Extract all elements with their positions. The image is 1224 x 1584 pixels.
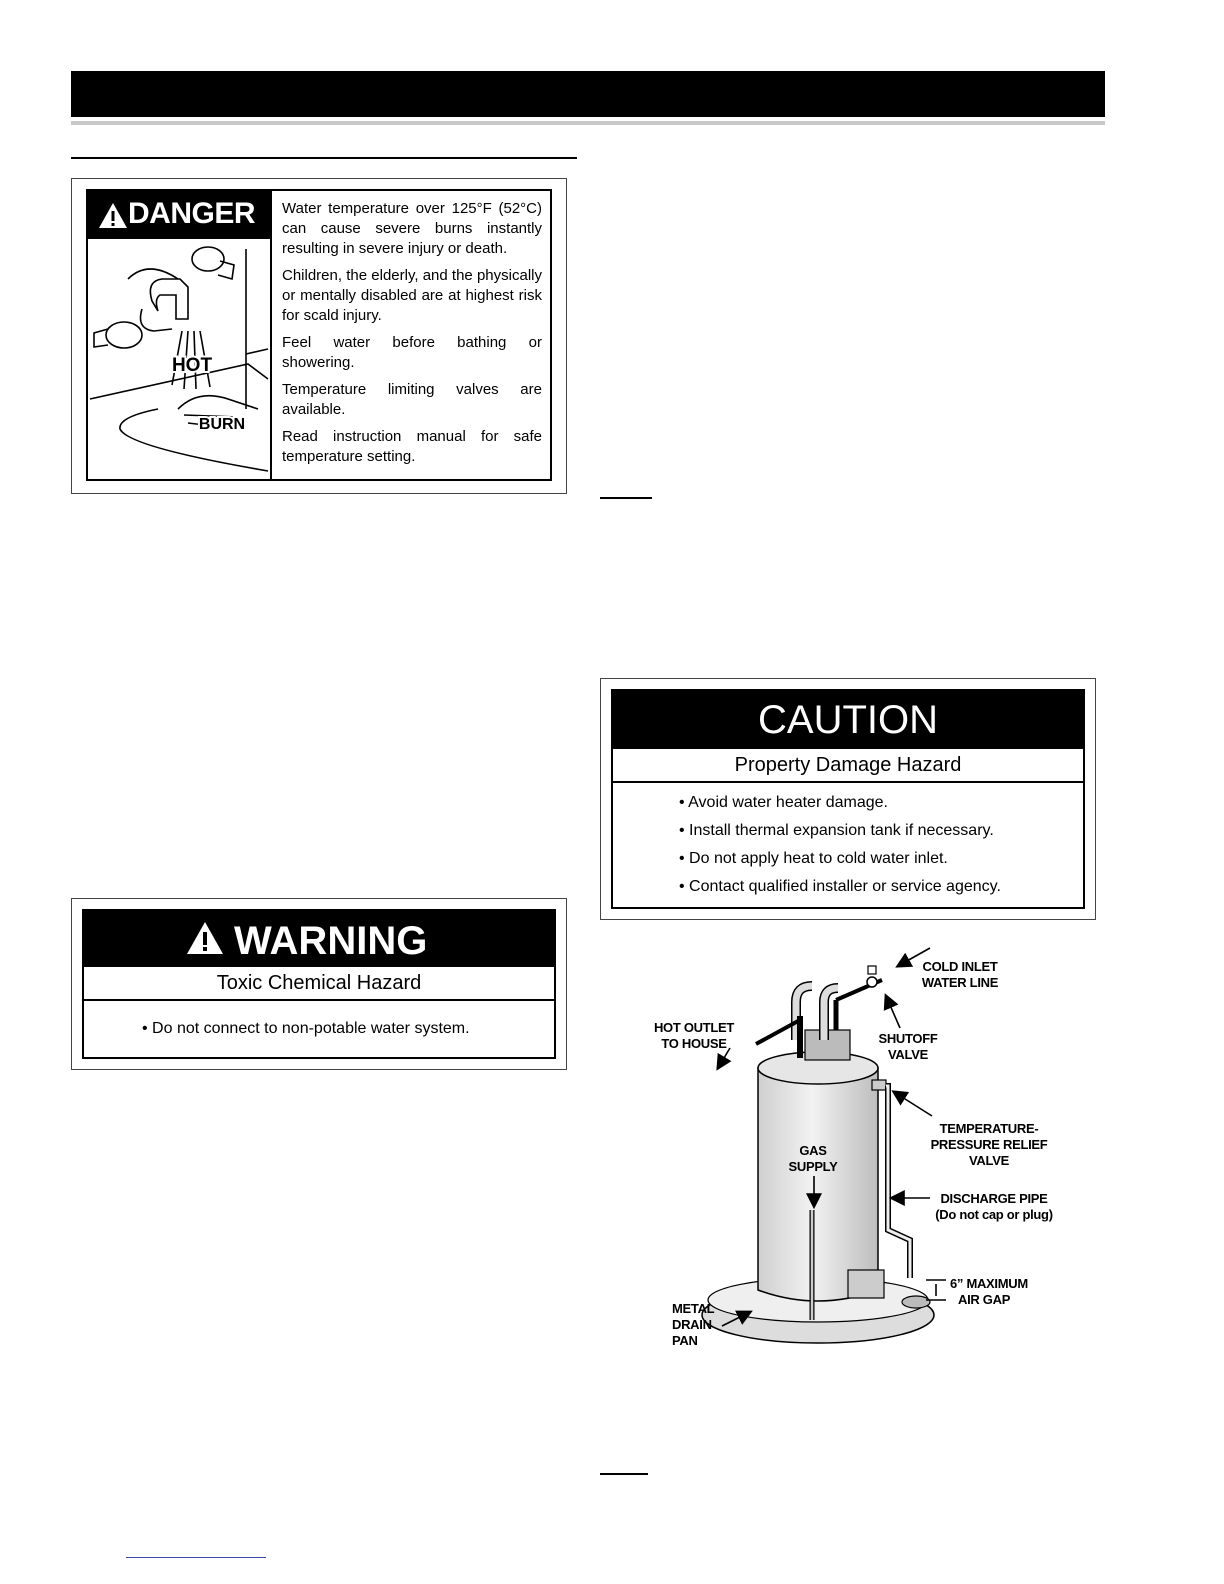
danger-paragraph: Water temperature over 125°F (52°C) can cause severe burns instantly resulting in severe injury or death. (282, 200, 542, 257)
section-rule-left (71, 157, 577, 159)
label-drain-pan: METAL DRAIN PAN (672, 1301, 715, 1348)
caution-hazard-title: Property Damage Hazard (613, 749, 1083, 783)
warning-signal-word: WARNING (234, 919, 428, 963)
danger-label (71, 178, 567, 494)
warning-label-frame (82, 909, 556, 1059)
warning-hazard-title: Toxic Chemical Hazard (84, 967, 554, 1001)
caution-label (600, 678, 1096, 920)
danger-message (282, 199, 542, 474)
danger-signal-word: DANGER (128, 197, 256, 230)
caution-signal-word: CAUTION (758, 698, 938, 742)
label-air-gap: 6” MAXIMUM AIR GAP (950, 1276, 1028, 1307)
warning-label (71, 898, 567, 1070)
faucet-scald-illustration (88, 239, 270, 479)
header-rule (71, 121, 1105, 125)
danger-paragraph: Read instruction manual for safe temperature setting. (282, 428, 542, 465)
footer-rule (126, 1557, 266, 1558)
alert-triangle-icon (186, 921, 224, 955)
warning-bullets (142, 1015, 470, 1043)
caution-label-frame (611, 689, 1085, 909)
warning-bullet: • Do not connect to non-potable water system. (142, 1020, 470, 1037)
label-discharge-pipe: DISCHARGE PIPE (Do not cap or plug) (935, 1191, 1053, 1222)
caution-bullet: • Install thermal expansion tank if necessary. (679, 822, 994, 839)
section-rule-right-1 (600, 497, 652, 499)
danger-header (88, 191, 270, 239)
tank-body-shape (758, 1068, 878, 1301)
hot-text: HOT (171, 355, 213, 376)
label-gas-supply: GAS SUPPLY (788, 1143, 838, 1174)
burn-text: BURN (198, 416, 246, 433)
alert-triangle-icon (98, 202, 128, 229)
caution-bullets (679, 789, 1001, 901)
caution-bullet: • Avoid water heater damage. (679, 794, 888, 811)
caution-header (613, 691, 1083, 749)
danger-paragraph: Children, the elderly, and the physically or mentally disabled are at highest risk for scald injury. (282, 267, 542, 324)
label-hot-outlet: HOT OUTLET TO HOUSE (653, 1020, 735, 1051)
label-shutoff-valve: SHUTOFF VALVE (878, 1031, 938, 1062)
danger-paragraph: Feel water before bathing or showering. (282, 334, 542, 371)
caution-bullet: • Do not apply heat to cold water inlet. (679, 850, 948, 867)
label-tp-relief-valve: TEMPERATURE- PRESSURE RELIEF VALVE (930, 1121, 1048, 1168)
label-cold-inlet: COLD INLET WATER LINE (921, 959, 999, 990)
danger-divider (270, 191, 272, 479)
warning-header (84, 911, 554, 967)
danger-paragraph: Temperature limiting valves are available. (282, 381, 542, 418)
section-rule-right-2 (600, 1473, 648, 1475)
header-bar (71, 71, 1105, 117)
danger-label-frame (86, 189, 552, 481)
caution-bullet: • Contact qualified installer or service agency. (679, 878, 1001, 895)
